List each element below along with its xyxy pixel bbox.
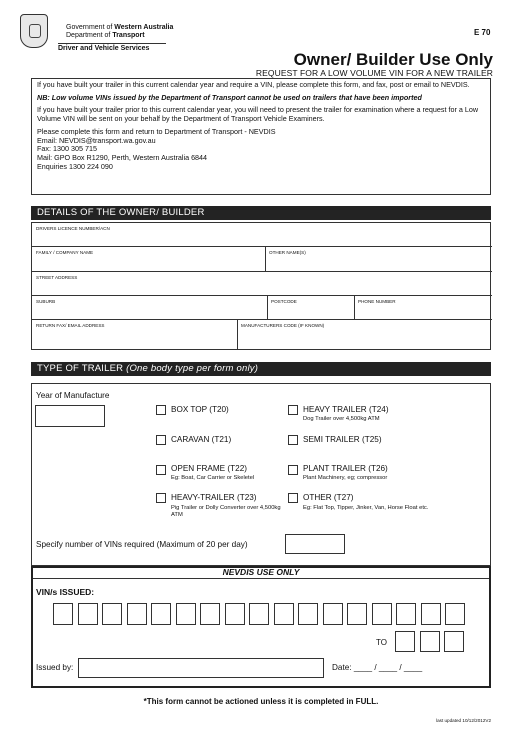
info-box [31,78,491,195]
last-updated: last updated 10/12/2012V2 [436,718,491,723]
other-label: OTHER (T27) [303,493,354,502]
info-fax: Fax: 1300 305 715 [37,144,97,154]
to-char-box[interactable] [420,631,440,652]
vin-char-box[interactable] [53,603,73,625]
street-address-input[interactable] [32,271,492,295]
vin-char-box[interactable] [249,603,269,625]
return-fax-input[interactable] [32,319,237,350]
open-frame-desc: Eg: Boat, Car Carrier or Skeletel [171,475,255,481]
vin-char-box[interactable] [421,603,441,625]
info-email: Email: NEVDIS@transport.wa.gov.au [37,135,156,145]
nevdis-divider [33,578,489,579]
heavy-t24-desc: Dog Trailer over 4,500kg ATM [303,416,380,422]
gov-line: Government of Western Australia [66,24,174,31]
nevdis-title: NEVDIS USE ONLY [222,567,300,577]
vin-char-box[interactable] [151,603,171,625]
heavy-t23-desc: Pig Trailer or Dolly Converter over 4,500kg ATM [171,505,281,518]
info-paragraph-1: If you have built your trailer in this current calendar year and require a VIN, please complete this form, and fax, post or email to NEVDIS. [37,80,470,89]
vin-count-label: Specify number of VINs required (Maximum of 20 per day) [36,540,248,549]
vin-char-box[interactable] [396,603,416,625]
family-name-field-label: FAMILY / COMPANY NAME [36,250,94,255]
to-char-box[interactable] [444,631,464,652]
vin-char-box[interactable] [347,603,367,625]
page-title: Owner/ Builder Use Only [293,50,493,69]
vin-char-box[interactable] [102,603,122,625]
return-fax-field-label: RETURN FAX/ EMAIL ADDRESS [36,323,105,328]
heavy-t23-label: HEAVY-TRAILER (T23) [171,493,257,502]
year-input[interactable] [35,405,105,427]
plant-trailer-desc: Plant Machinery, eg; compressor [303,475,388,481]
owner-details-form [31,222,491,350]
vins-issued-label: VIN/s ISSUED: [36,587,95,597]
header-divider [58,43,166,44]
info-mail: Mail: GPO Box R1290, Perth, Western Australia 6844 [37,152,208,162]
footer-notice: *This form cannot be actioned unless it is completed in FULL. [143,697,379,706]
heavy-t24-label: HEAVY TRAILER (T24) [303,405,389,414]
plant-trailer-label: PLANT TRAILER (T26) [303,464,388,473]
info-nb: NB: Low volume VINs issued by the Department of Transport cannot be used on trailers that have been imported [37,92,422,102]
vin-char-box[interactable] [445,603,465,625]
info-paragraph-2: If you have built your trailer prior to this current calendar year, you will need to present the trailer for examination where a request for a Low Volume VIN will be sent on your behalf by the Department of Transport Vehicle Examiners. [37,105,479,124]
caravan-label: CARAVAN (T21) [171,435,232,444]
other-checkbox[interactable] [288,493,298,503]
vin-char-box[interactable] [127,603,147,625]
box-top-checkbox[interactable] [156,405,166,415]
suburb-field-label: SUBURB [36,299,56,304]
family-name-input[interactable] [32,246,265,271]
open-frame-label: OPEN FRAME (T22) [171,464,247,473]
licence-input[interactable] [32,223,492,246]
open-frame-checkbox[interactable] [156,465,166,475]
manufacturer-code-input[interactable] [238,319,491,350]
semi-trailer-checkbox[interactable] [288,435,298,445]
manufacturer-code-field-label: MANUFACTURERS CODE (IF KNOWN) [241,323,325,328]
vin-char-box[interactable] [225,603,245,625]
suburb-input[interactable] [32,295,267,319]
to-label: TO [376,638,387,647]
semi-trailer-label: SEMI TRAILER (T25) [303,435,382,444]
vin-char-box[interactable] [176,603,196,625]
street-address-field-label: STREET ADDRESS [36,275,78,280]
trailer-section-heading: TYPE OF TRAILER (One body type per form only) [31,362,491,376]
other-names-input[interactable] [266,246,491,271]
box-top-label: BOX TOP (T20) [171,405,229,414]
issued-by-input[interactable] [78,658,324,678]
form-code: E 70 [474,28,491,37]
plant-trailer-checkbox[interactable] [288,465,298,475]
info-enquiries: Enquiries 1300 224 090 [37,161,113,171]
vin-char-box[interactable] [298,603,318,625]
phone-field-label: PHONE NUMBER [358,299,396,304]
wa-crest-logo [20,14,48,48]
vin-char-box[interactable] [372,603,392,625]
vin-char-box[interactable] [78,603,98,625]
other-desc: Eg: Flat Top, Tipper, Jinker, Van, Horse Float etc. [303,505,429,511]
issued-by-label: Issued by: [36,663,74,672]
vin-char-box[interactable] [274,603,294,625]
caravan-checkbox[interactable] [156,435,166,445]
dept-line: Department of Transport [66,32,145,39]
info-return-line: Please complete this form and return to Department of Transport - NEVDIS [37,126,276,136]
heavy-t24-checkbox[interactable] [288,405,298,415]
licence-field-label: DRIVERS LICENCE NUMBER/ACN [36,226,110,231]
to-char-box[interactable] [395,631,415,652]
date-field[interactable]: Date: ____ / ____ / ____ [332,663,423,672]
postcode-field-label: POSTCODE [271,299,297,304]
division-name: Driver and Vehicle Services [58,45,150,52]
owner-section-heading: DETAILS OF THE OWNER/ BUILDER [31,206,491,220]
vin-char-box[interactable] [200,603,220,625]
heavy-t23-checkbox[interactable] [156,493,166,503]
other-names-field-label: OTHER NAME(S) [269,250,306,255]
year-label: Year of Manufacture [36,391,110,400]
vin-count-input[interactable] [285,534,345,554]
vin-char-box[interactable] [323,603,343,625]
postcode-input[interactable] [268,295,354,319]
phone-input[interactable] [355,295,491,319]
page-subtitle: REQUEST FOR A LOW VOLUME VIN FOR A NEW TRAILER [255,68,493,78]
